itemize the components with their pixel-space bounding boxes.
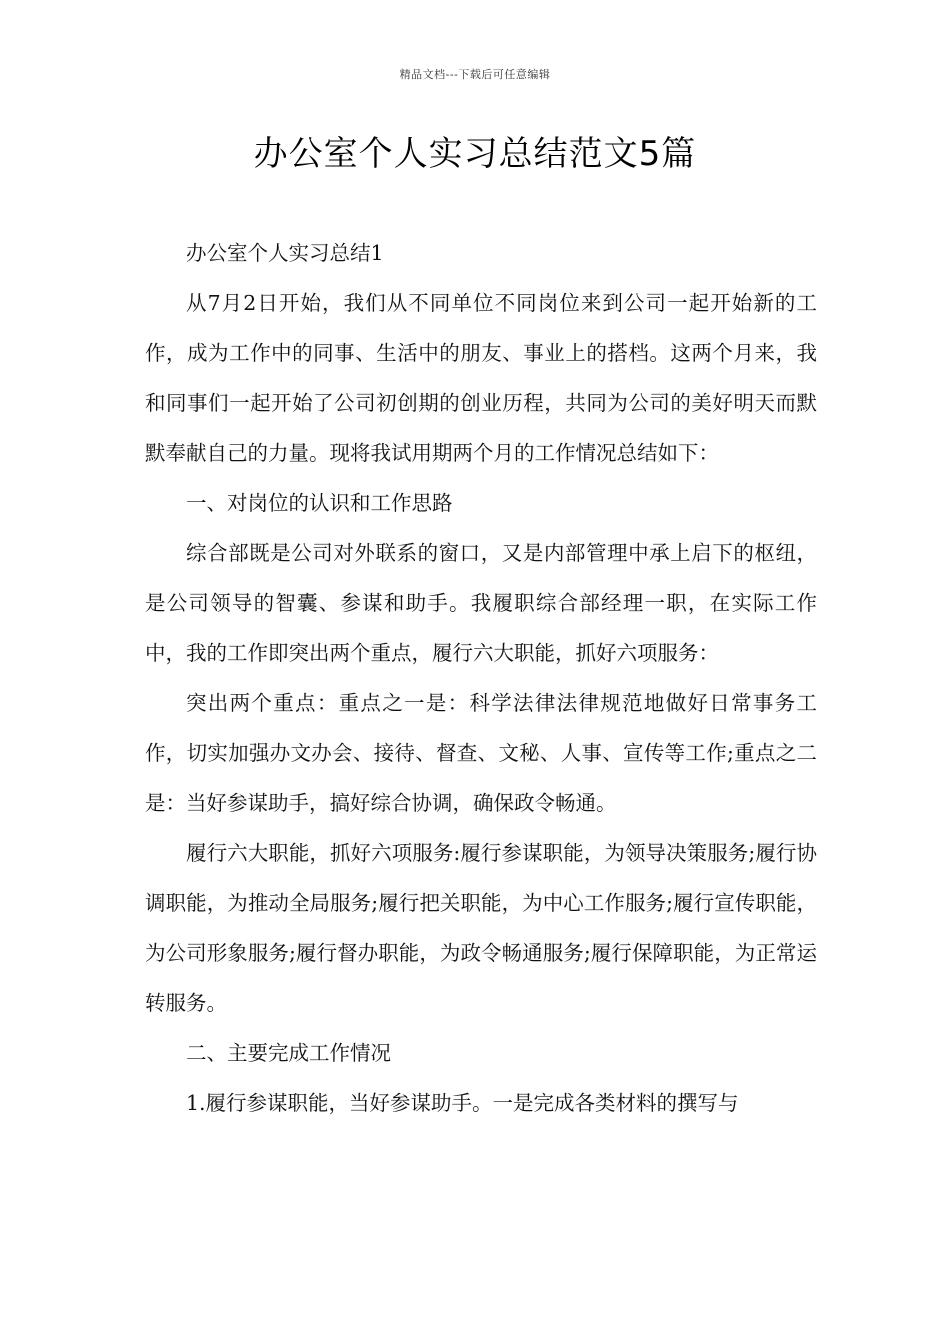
paragraph-item-1: 1.履行参谋职能，当好参谋助手。一是完成各类材料的撰写与 bbox=[186, 1091, 739, 1115]
document-body bbox=[145, 228, 817, 1128]
header-note: 精品文档---下载后可任意编辑 bbox=[399, 68, 551, 81]
paragraph-department-role: 综合部既是公司对外联系的窗口，又是内部管理中承上启下的枢纽，是公司领导的智囊、参谋和助手。我履职综合部经理一职，在实际工作中，我的工作即突出两个重点，履行六大职能，抓好六项服务： bbox=[145, 541, 817, 665]
paragraph-six-functions: 履行六大职能，抓好六项服务:履行参谋职能，为领导决策服务;履行协调职能，为推动全局服务;履行把关职能，为中心工作服务;履行宣传职能，为公司形象服务;履行督办职能，为政令畅通服务;履行保障职能，为正常运转服务。 bbox=[145, 841, 817, 1015]
paragraph-two-priorities: 突出两个重点：重点之一是：科学法律法律规范地做好日常事务工作，切实加强办文办会、接待、督查、文秘、人事、宣传等工作;重点之二是：当好参谋助手，搞好综合协调，确保政令畅通。 bbox=[145, 691, 817, 815]
paragraph-intro: 从7月2日开始，我们从不同单位不同岗位来到公司一起开始新的工作，成为工作中的同事、生活中的朋友、事业上的搭档。这两个月来，我和同事们一起开始了公司初创期的创业历程，共同为公司的美好明天而默默奉献自己的力量。现将我试用期两个月的工作情况总结如下： bbox=[145, 291, 817, 465]
section-heading-2: 二、主要完成工作情况 bbox=[186, 1041, 391, 1065]
document-title: 办公室个人实习总结范文5篇 bbox=[253, 134, 697, 174]
section-heading-1: 一、对岗位的认识和工作思路 bbox=[186, 491, 453, 515]
section-heading-summary-1: 办公室个人实习总结1 bbox=[186, 241, 384, 265]
